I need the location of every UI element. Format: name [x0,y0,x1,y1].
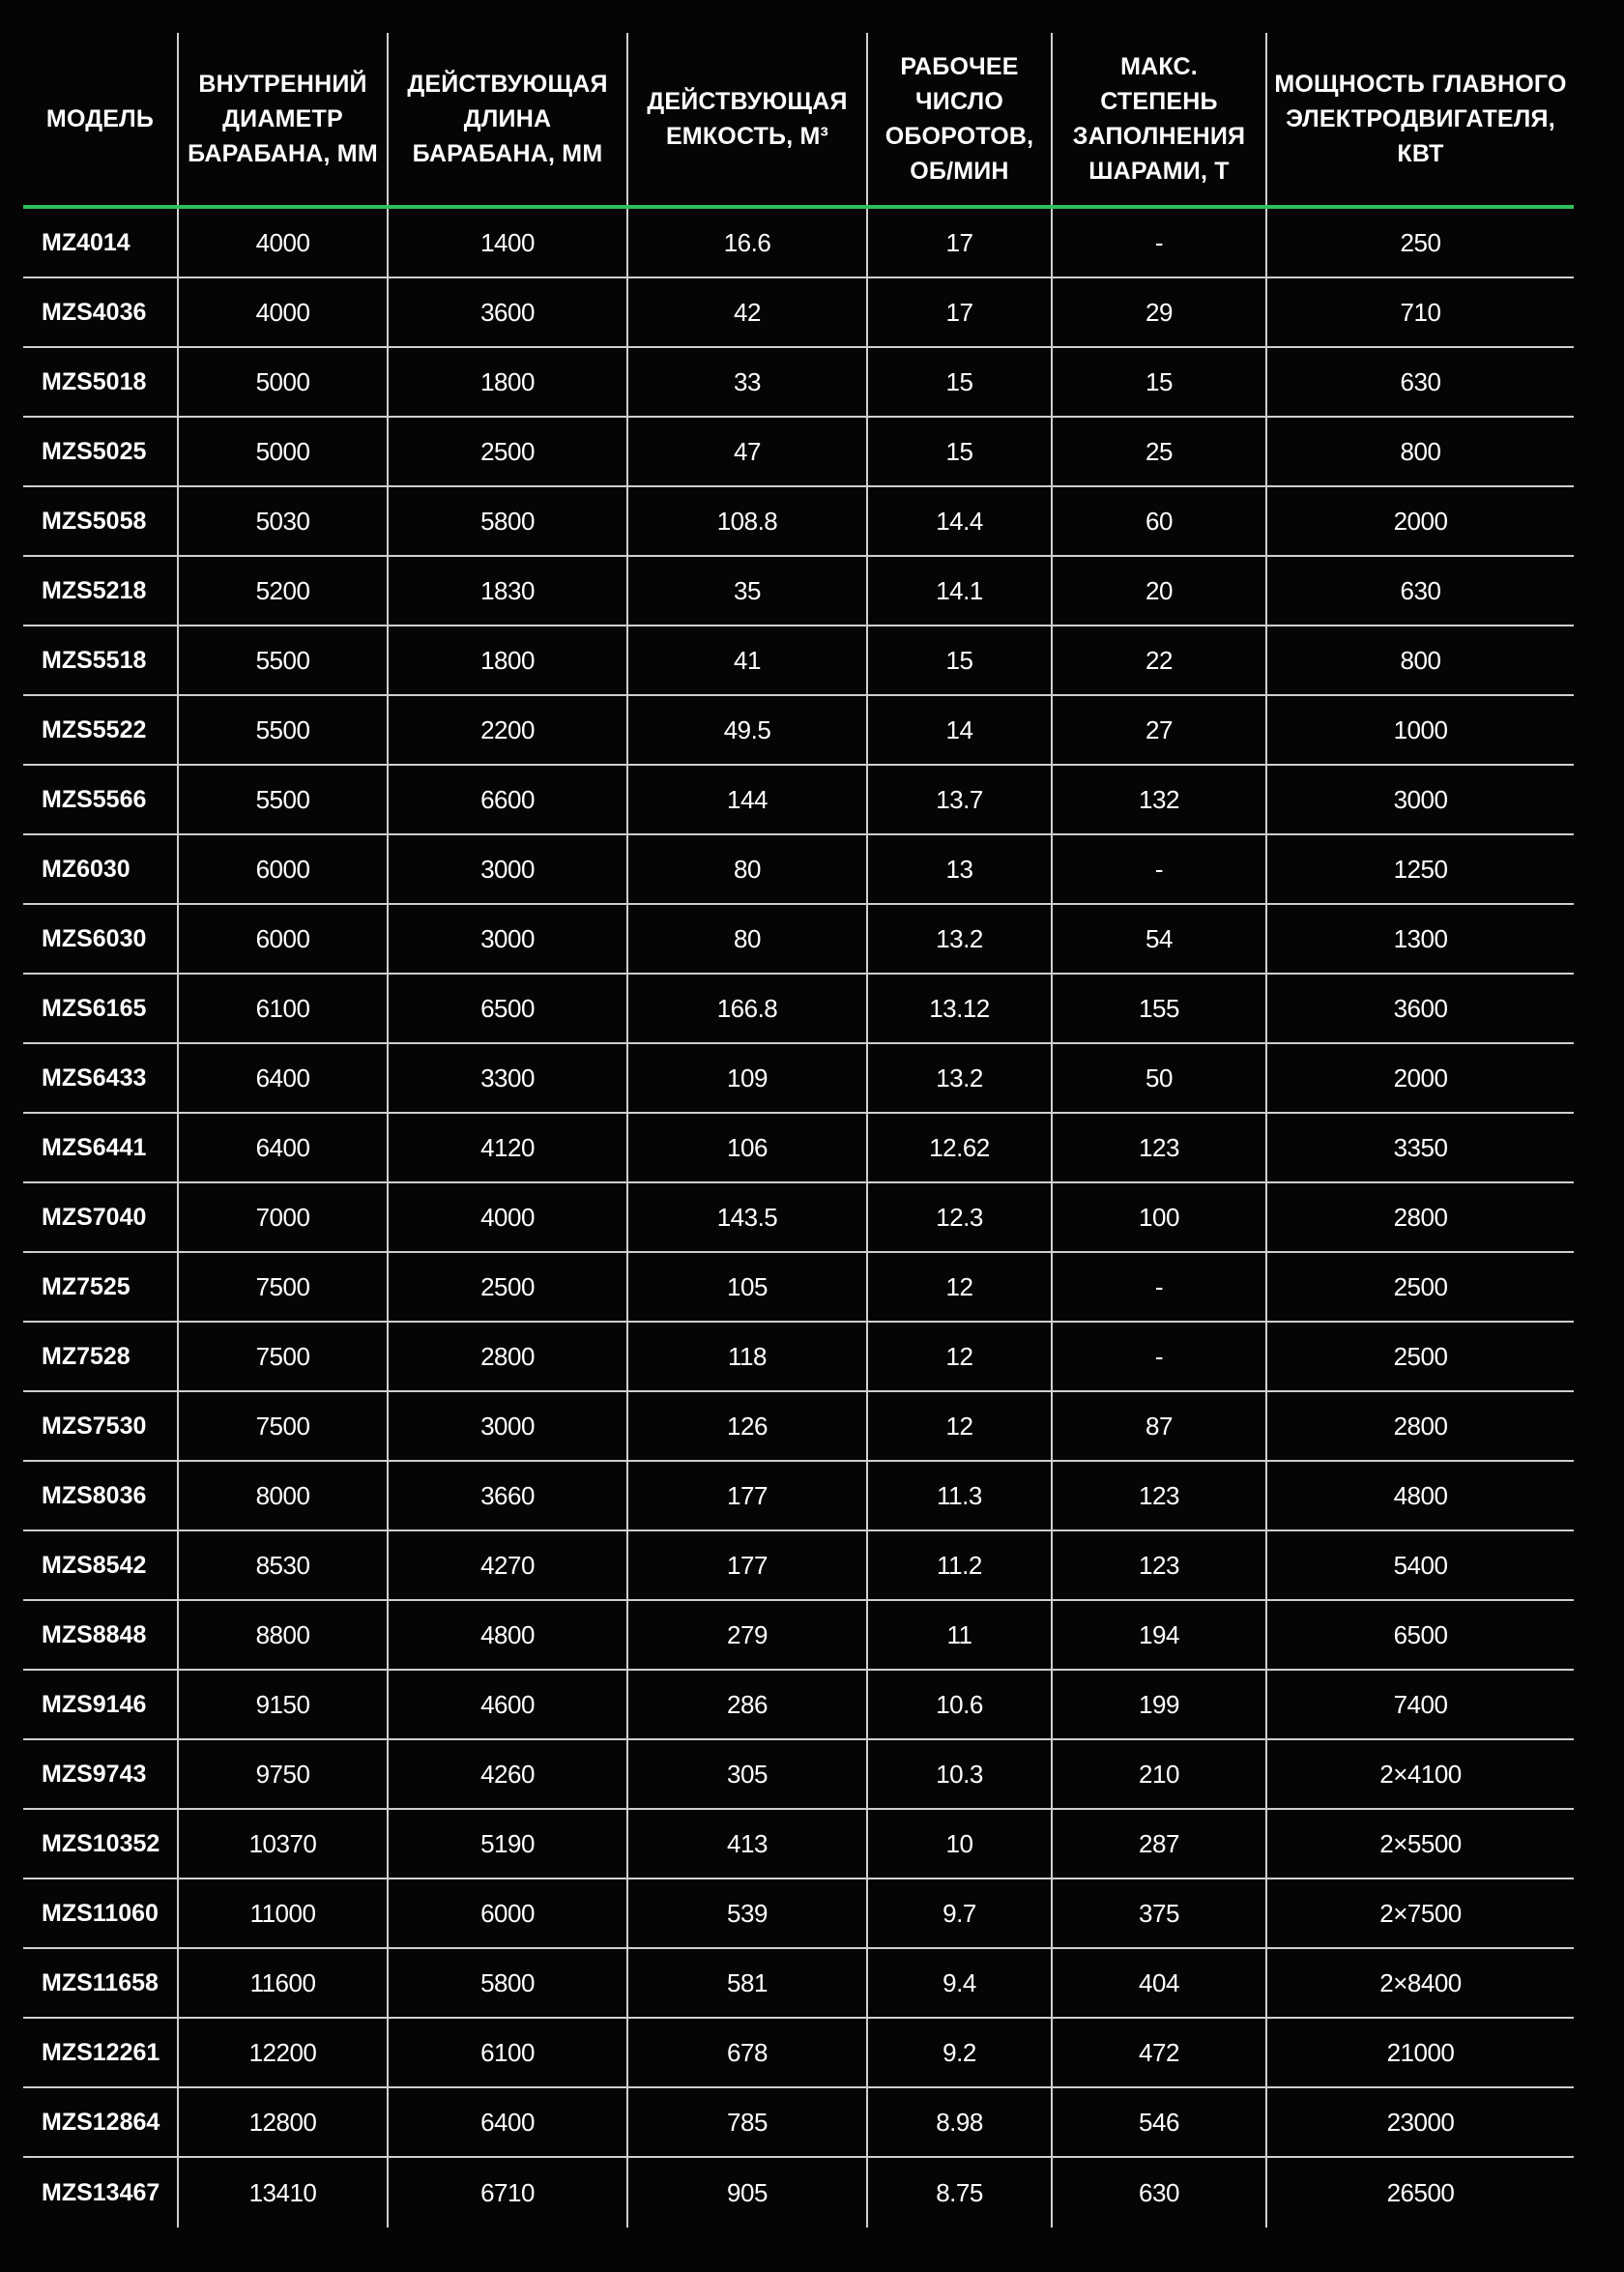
cell-effective-volume: 106 [627,1113,867,1182]
cell-effective-volume: 41 [627,626,867,695]
cell-model: MZS4036 [23,277,178,347]
table-row [23,1670,1574,1739]
cell-model: MZS6441 [23,1113,178,1182]
cell-effective-length: 1830 [388,556,627,626]
cell-effective-length: 1800 [388,626,627,695]
cell-model: MZS12864 [23,2087,178,2157]
cell-effective-length: 5800 [388,1948,627,2018]
cell-main-motor-power: 6500 [1266,1600,1574,1670]
cell-working-speed: 8.75 [867,2157,1052,2228]
cell-inner-diameter: 10370 [178,1809,388,1879]
cell-model: MZS5218 [23,556,178,626]
column-header-effective-length: ДЕЙСТВУЮЩАЯ ДЛИНА БАРАБАНА, ММ [388,33,627,207]
cell-inner-diameter: 8530 [178,1530,388,1600]
cell-model: MZS6165 [23,974,178,1043]
cell-max-ball-load: - [1052,834,1266,904]
table-row [23,834,1574,904]
table-row [23,1809,1574,1879]
table-row [23,347,1574,417]
cell-effective-volume: 16.6 [627,207,867,277]
cell-working-speed: 14.1 [867,556,1052,626]
table-row [23,417,1574,486]
cell-effective-length: 3300 [388,1043,627,1113]
cell-inner-diameter: 5000 [178,417,388,486]
cell-effective-volume: 905 [627,2157,867,2228]
cell-working-speed: 15 [867,626,1052,695]
cell-effective-length: 5800 [388,486,627,556]
cell-max-ball-load: 472 [1052,2018,1266,2087]
table-row [23,207,1574,277]
cell-max-ball-load: 210 [1052,1739,1266,1809]
cell-max-ball-load: 60 [1052,486,1266,556]
cell-working-speed: 10 [867,1809,1052,1879]
cell-working-speed: 8.98 [867,2087,1052,2157]
cell-effective-volume: 678 [627,2018,867,2087]
cell-main-motor-power: 2000 [1266,1043,1574,1113]
cell-effective-volume: 539 [627,1879,867,1948]
cell-main-motor-power: 2500 [1266,1322,1574,1391]
cell-max-ball-load: 123 [1052,1530,1266,1600]
cell-working-speed: 13.12 [867,974,1052,1043]
cell-max-ball-load: 194 [1052,1600,1266,1670]
cell-main-motor-power: 800 [1266,417,1574,486]
cell-max-ball-load: 132 [1052,765,1266,834]
cell-effective-volume: 118 [627,1322,867,1391]
cell-inner-diameter: 5000 [178,347,388,417]
table-row [23,1322,1574,1391]
cell-main-motor-power: 23000 [1266,2087,1574,2157]
cell-max-ball-load: - [1052,1252,1266,1322]
cell-working-speed: 12.62 [867,1113,1052,1182]
cell-model: MZS8848 [23,1600,178,1670]
cell-model: MZS8542 [23,1530,178,1600]
cell-working-speed: 9.2 [867,2018,1052,2087]
column-header-main-motor-power: МОЩНОСТЬ ГЛАВНОГО ЭЛЕКТРОДВИГАТЕЛЯ, КВТ [1266,33,1574,207]
cell-max-ball-load: 199 [1052,1670,1266,1739]
column-header-effective-volume: ДЕЙСТВУЮЩАЯ ЕМКОСТЬ, М³ [627,33,867,207]
cell-effective-volume: 785 [627,2087,867,2157]
cell-model: MZ4014 [23,207,178,277]
cell-effective-volume: 42 [627,277,867,347]
table-row [23,1879,1574,1948]
cell-main-motor-power: 1250 [1266,834,1574,904]
cell-inner-diameter: 5500 [178,695,388,765]
cell-main-motor-power: 630 [1266,556,1574,626]
cell-inner-diameter: 11000 [178,1879,388,1948]
cell-inner-diameter: 7500 [178,1322,388,1391]
table-body [23,207,1574,2228]
cell-effective-length: 2500 [388,417,627,486]
cell-inner-diameter: 5500 [178,626,388,695]
cell-model: MZS9743 [23,1739,178,1809]
cell-working-speed: 15 [867,347,1052,417]
cell-effective-length: 6000 [388,1879,627,1948]
cell-inner-diameter: 9150 [178,1670,388,1739]
cell-working-speed: 13.7 [867,765,1052,834]
table-row [23,1391,1574,1461]
table-row [23,2087,1574,2157]
cell-max-ball-load: 29 [1052,277,1266,347]
cell-model: MZS5025 [23,417,178,486]
cell-effective-length: 3000 [388,834,627,904]
cell-working-speed: 11.2 [867,1530,1052,1600]
table-row [23,2018,1574,2087]
cell-model: MZS5058 [23,486,178,556]
cell-inner-diameter: 7500 [178,1252,388,1322]
cell-inner-diameter: 7500 [178,1391,388,1461]
cell-effective-volume: 49.5 [627,695,867,765]
cell-working-speed: 11 [867,1600,1052,1670]
cell-main-motor-power: 250 [1266,207,1574,277]
cell-model: MZS11060 [23,1879,178,1948]
cell-effective-volume: 305 [627,1739,867,1809]
table-row [23,1252,1574,1322]
cell-inner-diameter: 8800 [178,1600,388,1670]
cell-inner-diameter: 6000 [178,904,388,974]
cell-inner-diameter: 4000 [178,277,388,347]
cell-inner-diameter: 12200 [178,2018,388,2087]
cell-main-motor-power: 2×4100 [1266,1739,1574,1809]
cell-max-ball-load: 630 [1052,2157,1266,2228]
cell-working-speed: 10.6 [867,1670,1052,1739]
cell-main-motor-power: 1300 [1266,904,1574,974]
cell-effective-volume: 166.8 [627,974,867,1043]
column-header-model: МОДЕЛЬ [23,33,178,207]
cell-main-motor-power: 2×5500 [1266,1809,1574,1879]
cell-effective-length: 6400 [388,2087,627,2157]
cell-effective-length: 1400 [388,207,627,277]
table-row [23,277,1574,347]
cell-working-speed: 13.2 [867,904,1052,974]
cell-effective-length: 3000 [388,1391,627,1461]
cell-model: MZS5518 [23,626,178,695]
cell-inner-diameter: 7000 [178,1182,388,1252]
cell-effective-length: 4270 [388,1530,627,1600]
cell-effective-length: 2500 [388,1252,627,1322]
cell-effective-length: 3600 [388,277,627,347]
cell-effective-volume: 413 [627,1809,867,1879]
column-header-max-ball-load: МАКС. СТЕПЕНЬ ЗАПОЛНЕНИЯ ШАРАМИ, Т [1052,33,1266,207]
cell-main-motor-power: 800 [1266,626,1574,695]
cell-effective-length: 2800 [388,1322,627,1391]
cell-working-speed: 13 [867,834,1052,904]
cell-effective-length: 5190 [388,1809,627,1879]
cell-main-motor-power: 2800 [1266,1391,1574,1461]
cell-effective-volume: 47 [627,417,867,486]
cell-main-motor-power: 2500 [1266,1252,1574,1322]
cell-effective-length: 2200 [388,695,627,765]
cell-main-motor-power: 3350 [1266,1113,1574,1182]
cell-max-ball-load: 22 [1052,626,1266,695]
cell-working-speed: 14.4 [867,486,1052,556]
table-row [23,486,1574,556]
table-row [23,2157,1574,2228]
cell-working-speed: 10.3 [867,1739,1052,1809]
cell-effective-length: 1800 [388,347,627,417]
cell-effective-length: 4800 [388,1600,627,1670]
cell-effective-length: 6100 [388,2018,627,2087]
cell-main-motor-power: 5400 [1266,1530,1574,1600]
cell-effective-volume: 126 [627,1391,867,1461]
table-row [23,765,1574,834]
cell-max-ball-load: 287 [1052,1809,1266,1879]
cell-effective-volume: 143.5 [627,1182,867,1252]
cell-max-ball-load: 20 [1052,556,1266,626]
cell-effective-volume: 105 [627,1252,867,1322]
table-row [23,626,1574,695]
cell-effective-volume: 109 [627,1043,867,1113]
cell-effective-length: 3660 [388,1461,627,1530]
cell-inner-diameter: 5500 [178,765,388,834]
cell-inner-diameter: 5030 [178,486,388,556]
table-row [23,1530,1574,1600]
cell-working-speed: 17 [867,277,1052,347]
cell-working-speed: 9.7 [867,1879,1052,1948]
cell-working-speed: 12.3 [867,1182,1052,1252]
header-row [23,33,1574,207]
cell-effective-volume: 35 [627,556,867,626]
cell-effective-length: 3000 [388,904,627,974]
cell-effective-volume: 581 [627,1948,867,2018]
cell-model: MZS10352 [23,1809,178,1879]
cell-model: MZ7525 [23,1252,178,1322]
cell-effective-volume: 144 [627,765,867,834]
cell-effective-volume: 33 [627,347,867,417]
cell-inner-diameter: 5200 [178,556,388,626]
cell-working-speed: 12 [867,1391,1052,1461]
cell-inner-diameter: 4000 [178,207,388,277]
cell-max-ball-load: 123 [1052,1461,1266,1530]
column-header-working-speed: РАБОЧЕЕ ЧИСЛО ОБОРОТОВ, ОБ/МИН [867,33,1052,207]
cell-main-motor-power: 630 [1266,347,1574,417]
cell-effective-length: 6710 [388,2157,627,2228]
cell-effective-volume: 286 [627,1670,867,1739]
cell-effective-length: 4600 [388,1670,627,1739]
cell-effective-length: 4260 [388,1739,627,1809]
cell-effective-volume: 108.8 [627,486,867,556]
cell-working-speed: 12 [867,1322,1052,1391]
cell-working-speed: 17 [867,207,1052,277]
cell-inner-diameter: 6400 [178,1043,388,1113]
cell-model: MZS5522 [23,695,178,765]
table-row [23,1113,1574,1182]
cell-max-ball-load: 15 [1052,347,1266,417]
cell-working-speed: 9.4 [867,1948,1052,2018]
cell-max-ball-load: 404 [1052,1948,1266,2018]
table-row [23,1600,1574,1670]
table-row [23,1182,1574,1252]
cell-max-ball-load: 25 [1052,417,1266,486]
cell-model: MZ7528 [23,1322,178,1391]
cell-max-ball-load: 155 [1052,974,1266,1043]
cell-model: MZS8036 [23,1461,178,1530]
cell-inner-diameter: 8000 [178,1461,388,1530]
mill-specification-table [23,33,1574,2228]
cell-inner-diameter: 9750 [178,1739,388,1809]
table-row [23,974,1574,1043]
cell-main-motor-power: 3600 [1266,974,1574,1043]
cell-inner-diameter: 6000 [178,834,388,904]
cell-max-ball-load: 87 [1052,1391,1266,1461]
cell-max-ball-load: 54 [1052,904,1266,974]
cell-model: MZ6030 [23,834,178,904]
cell-model: MZS7040 [23,1182,178,1252]
cell-max-ball-load: - [1052,1322,1266,1391]
cell-model: MZS13467 [42,2178,160,2206]
table-row [23,1948,1574,2018]
cell-effective-volume: 80 [627,834,867,904]
cell-max-ball-load: 375 [1052,1879,1266,1948]
cell-model: MZS11658 [23,1948,178,2018]
cell-effective-length: 4120 [388,1113,627,1182]
cell-max-ball-load: 123 [1052,1113,1266,1182]
table-row [23,556,1574,626]
cell-main-motor-power: 2800 [1266,1182,1574,1252]
cell-inner-diameter: 11600 [178,1948,388,2018]
cell-working-speed: 15 [867,417,1052,486]
table-header [23,33,1574,207]
cell-main-motor-power: 2×7500 [1266,1879,1574,1948]
cell-model: MZS5566 [23,765,178,834]
cell-working-speed: 14 [867,695,1052,765]
cell-model: MZS9146 [23,1670,178,1739]
cell-model: MZS5018 [23,347,178,417]
cell-inner-diameter: 6100 [178,974,388,1043]
cell-effective-length: 4000 [388,1182,627,1252]
cell-max-ball-load: 100 [1052,1182,1266,1252]
cell-max-ball-load: 50 [1052,1043,1266,1113]
table-row [23,1739,1574,1809]
cell-effective-volume: 177 [627,1461,867,1530]
cell-main-motor-power: 21000 [1266,2018,1574,2087]
cell-max-ball-load: 546 [1052,2087,1266,2157]
cell-effective-length: 6500 [388,974,627,1043]
cell-working-speed: 11.3 [867,1461,1052,1530]
cell-inner-diameter: 6400 [178,1113,388,1182]
column-header-inner-diameter: ВНУТРЕННИЙ ДИАМЕТР БАРАБАНА, ММ [178,33,388,207]
cell-inner-diameter: 12800 [178,2087,388,2157]
cell-model: MZS6030 [23,904,178,974]
cell-effective-volume: 279 [627,1600,867,1670]
cell-model: MZS6433 [23,1043,178,1113]
cell-main-motor-power: 2×8400 [1266,1948,1574,2018]
cell-main-motor-power: 1000 [1266,695,1574,765]
table-row [23,904,1574,974]
cell-main-motor-power: 26500 [1266,2157,1574,2228]
table-row [23,1043,1574,1113]
cell-max-ball-load: 27 [1052,695,1266,765]
cell-main-motor-power: 4800 [1266,1461,1574,1530]
cell-main-motor-power: 3000 [1266,765,1574,834]
cell-main-motor-power: 7400 [1266,1670,1574,1739]
cell-effective-volume: 80 [627,904,867,974]
table-row [23,695,1574,765]
cell-working-speed: 12 [867,1252,1052,1322]
cell-effective-volume: 177 [627,1530,867,1600]
cell-main-motor-power: 2000 [1266,486,1574,556]
cell-effective-length: 6600 [388,765,627,834]
cell-working-speed: 13.2 [867,1043,1052,1113]
cell-model: MZS12261 [23,2018,178,2087]
cell-inner-diameter: 13410 [178,2157,388,2228]
table-row [23,1461,1574,1530]
spec-table-container [23,33,1574,2228]
cell-main-motor-power: 710 [1266,277,1574,347]
cell-max-ball-load: - [1052,207,1266,277]
cell-model: MZS7530 [23,1391,178,1461]
